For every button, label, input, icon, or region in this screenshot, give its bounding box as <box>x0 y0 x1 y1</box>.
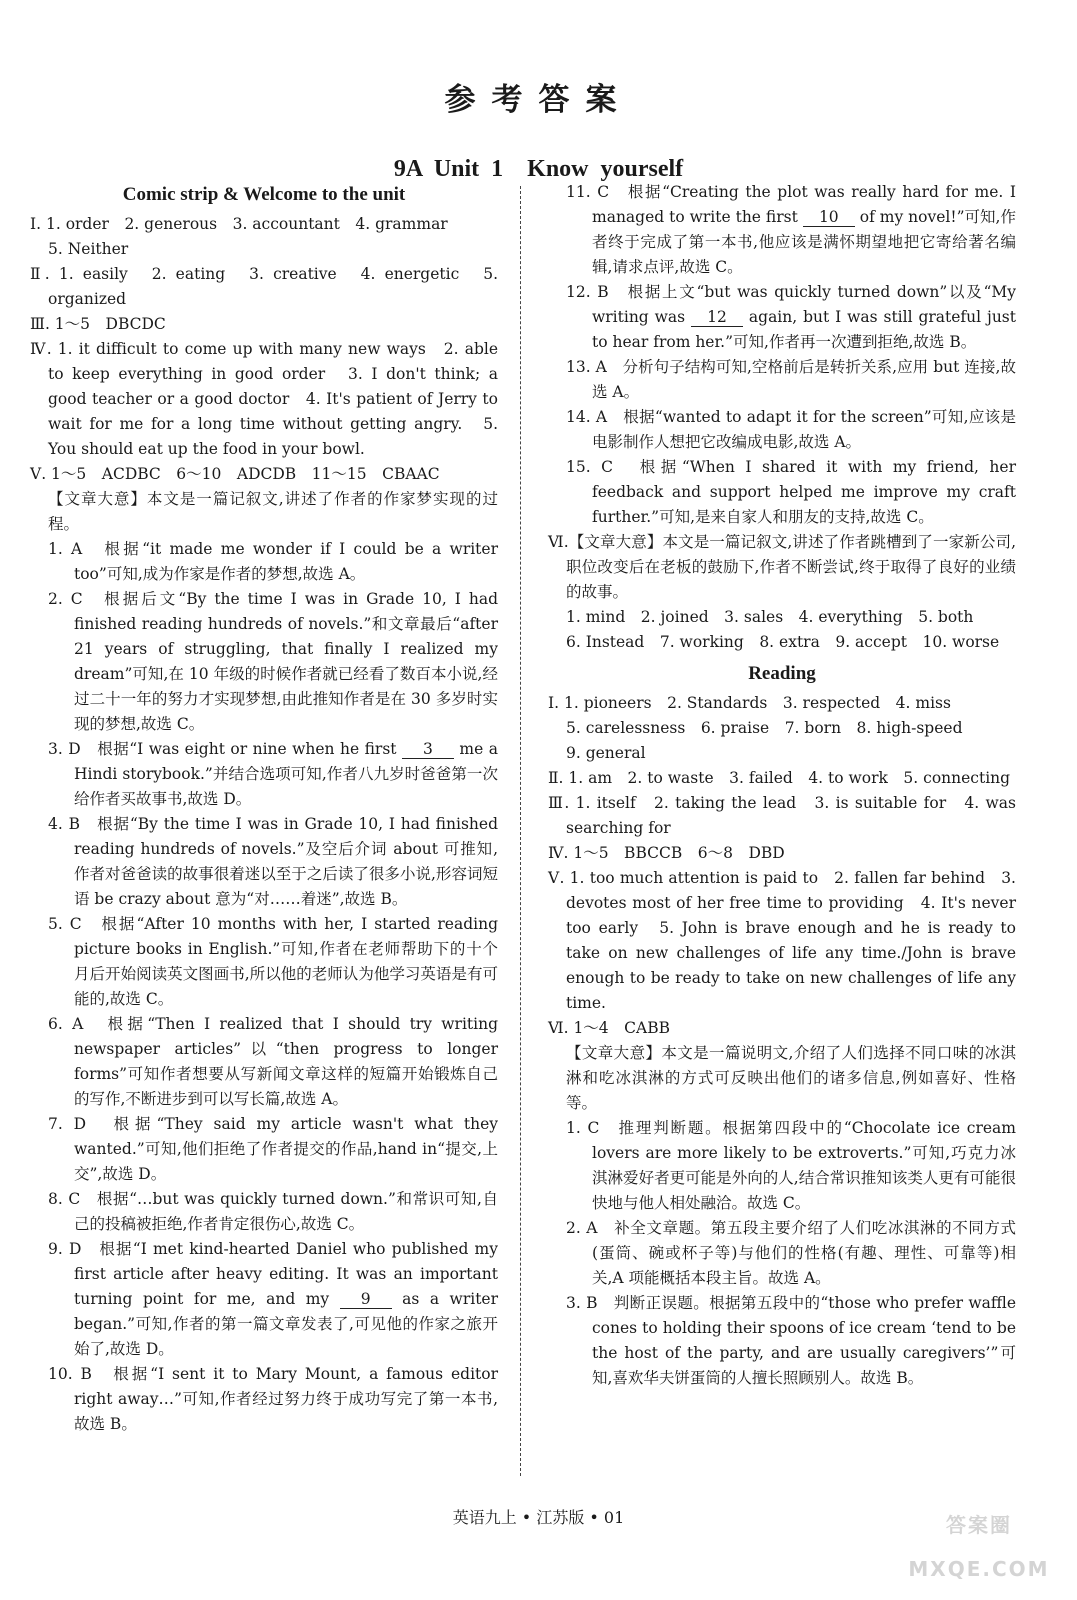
answer-text: 9. D 根据“I met kind-hearted Daniel who published my first article after heavy editing. It was an important turning point for me, and my <box>48 1240 498 1308</box>
answer-line: 8. C 根据“…but was quickly turned down.”和常识可知,自己的投稿被拒绝,作者肯定很伤心,故选 C。 <box>48 1190 498 1233</box>
column-divider <box>520 186 521 1476</box>
answer-line: Ⅱ. 1. am 2. to waste 3. failed 4. to work 5. connecting <box>548 769 1011 787</box>
answer-line: Ⅲ. 1. itself 2. taking the lead 3. is suitable for 4. was searching for <box>548 794 1016 837</box>
answer-line: 15. C 根据“When I shared it with my friend, her feedback and support helped me improve my craft further.”可知,是来自家人和朋友的支持,故选 C。 <box>566 458 1016 526</box>
blank-number: 10 <box>803 208 855 227</box>
section-title-comic-strip: Comic strip & Welcome to the unit <box>122 184 406 205</box>
answer-line: 13. A 分析句子结构可知,空格前后是转折关系,应用 but 连接,故选 A。 <box>566 358 1016 401</box>
page-footer: 英语九上 • 江苏版 • 01 <box>452 1508 625 1527</box>
blank-number: 3 <box>402 740 454 759</box>
answer-line: 7. D 根据“They said my article wasn't what they wanted.”可知,他们拒绝了作者提交的作品,hand in“提交,上交”,故选 D。 <box>48 1115 498 1183</box>
watermark-line1: 答案圈 <box>946 1513 1012 1537</box>
answer-line: 1. A 根据“it made me wonder if I could be a writer too”可知,成为作家是作者的梦想,故选 A。 <box>48 540 498 583</box>
answer-line: 9. general <box>566 744 646 762</box>
answer-line: 14. A 根据“wanted to adapt it for the screen”可知,应该是电影制作人想把它改编成电影,故选 A。 <box>566 408 1016 451</box>
answer-line: 1. C 推理判断题。根据第四段中的“Chocolate ice cream lovers are more likely to be extroverts.”可知,巧克力冰淇淋爱好者更可能是外向的人,结合常识推知该类人更有可能很快地与他人相处融洽。故选 C。 <box>566 1119 1016 1212</box>
section-title-reading: Reading <box>748 663 816 684</box>
answer-text: 11. C 根据“Creating the plot was really hard for me. I managed to write the first <box>566 183 1016 226</box>
answer-line: 1. mind 2. joined 3. sales 4. everything 5. both <box>566 608 974 626</box>
answer-text: me a Hindi storybook.”并结合选项可知,作者八九岁时爸爸第一次给作者买故事书,故选 D。 <box>74 740 498 808</box>
answer-text: as a writer began.”可知,作者的第一篇文章发表了,可见他的作家之旅开始了,故选 D。 <box>74 1290 499 1358</box>
answer-line <box>30 737 498 812</box>
answer-line: 4. B 根据“By the time I was in Grade 10, I had finished reading hundreds of novels.”及空后介词 about 可推知,作者对爸爸读的故事很着迷以至于之后读了很多小说,形容词短语 be crazy about 意为“对……着迷”,故选 B。 <box>48 815 498 908</box>
left-answer-list <box>30 212 498 1437</box>
answer-line: Ⅳ. 1～5 BBCCB 6～8 DBD <box>548 844 785 862</box>
answer-line: 10. B 根据“I sent it to Mary Mount, a famous editor right away…”可知,作者经过努力终于成功写完了第一本书,故选 B。 <box>48 1365 498 1433</box>
answer-line: Ⅴ. 1～5 ACDBC 6～10 ADCDB 11～15 CBAAC <box>30 465 440 483</box>
answer-line: 6. Instead 7. working 8. extra 9. accept 10. worse <box>566 633 1000 651</box>
answer-line: 【文章大意】本文是一篇记叙文,讲述了作者的作家梦实现的过程。 <box>48 490 498 533</box>
answer-line <box>548 280 1016 355</box>
answer-line: 5. carelessness 6. praise 7. born 8. high-speed <box>566 719 963 737</box>
answer-line: 3. B 判断正误题。根据第五段中的“those who prefer waffle cones to holding their spoons of ice cream ‘tend to be the host of the party, and are usually caregivers’”可知,喜欢华夫饼蛋筒的人擅长照顾别人。故选 B。 <box>566 1294 1016 1387</box>
answer-line: 6. A 根据“Then I realized that I should try writing newspaper articles”以“then progress to longer forms”可知作者想要从写新闻文章这样的短篇开始锻炼自己的写作,不断进步到可以写长篇,故选 A。 <box>48 1015 498 1108</box>
answer-line: 5. C 根据“After 10 months with her, I started reading picture books in English.”可知,作者在老师帮助下的十个月后开始阅读英文图画书,所以他的老师认为他学习英语是有可能的,故选 C。 <box>48 915 498 1008</box>
answer-line: Ⅵ. 1～4 CABB <box>548 1019 671 1037</box>
answer-line: 【文章大意】本文是一篇说明文,介绍了人们选择不同口味的冰淇淋和吃冰淇淋的方式可反映出他们的诸多信息,例如喜好、性格等。 <box>566 1044 1016 1112</box>
answer-line: Ⅲ. 1～5 DBCDC <box>30 315 166 333</box>
page-title: 参考答案 <box>444 82 633 118</box>
answer-line: Ⅰ. 1. order 2. generous 3. accountant 4. grammar <box>30 215 448 233</box>
answer-line: Ⅱ. 1. easily 2. eating 3. creative 4. energetic 5. organized <box>30 265 498 308</box>
watermark-logo <box>887 1492 1067 1592</box>
answer-line <box>30 1237 498 1362</box>
answer-line: 5. Neither <box>48 240 129 258</box>
blank-number: 9 <box>340 1290 392 1309</box>
answer-line: Ⅰ. 1. pioneers 2. Standards 3. respected 4. miss <box>548 694 951 712</box>
left-column <box>30 180 498 1437</box>
right-answer-list-bottom <box>548 691 1016 1391</box>
answer-text: 3. D 根据“I was eight or nine when he first <box>48 740 402 758</box>
watermark-line2: MXQE.COM <box>908 1557 1050 1581</box>
answer-line: 2. C 根据后文“By the time I was in Grade 10, I had finished reading hundreds of novels.”和文章最后“after 21 years of struggling, that finally I realized my dream”可知,在 10 年级的时候作者就已经看了数百本小说,经过二十一年的努力才实现梦想,由此推知作者是在 30 多岁时实现的梦想,故选 C。 <box>48 590 498 733</box>
answer-line: Ⅵ.【文章大意】本文是一篇记叙文,讲述了作者跳槽到了一家新公司,职位改变后在老板的鼓励下,作者不断尝试,终于取得了良好的业绩的故事。 <box>548 533 1016 601</box>
answer-text: of my novel!”可知,作者终于完成了第一本书,他应该是满怀期望地把它寄给著名编辑,请求点评,故选 C。 <box>592 208 1016 276</box>
answer-line <box>548 180 1016 280</box>
unit-heading: 9A Unit 1 Know yourself <box>393 156 684 182</box>
right-column <box>548 180 1016 1391</box>
answer-text: again, but I was still grateful just to hear from her.”可知,作者再一次遭到拒绝,故选 B。 <box>592 308 1016 351</box>
blank-number: 12 <box>691 308 743 327</box>
answer-line: Ⅴ. 1. too much attention is paid to 2. fallen far behind 3. devotes most of her free time to providing 4. It's never too early 5. John is brave enough and he is ready to take on new challenges of life any time./John is brave enough to be ready to take on new challenges of life any time. <box>548 869 1016 1012</box>
right-answer-list-top <box>548 180 1016 655</box>
answer-line: Ⅳ. 1. it difficult to come up with many new ways 2. able to keep everything in good order 3. I don't think; a good teacher or a good doctor 4. It's patient of Jerry to wait for me for a long time without getting angry. 5. You should eat up the food in your bowl. <box>30 340 498 458</box>
answer-text: 12. B 根据上文“but was quickly turned down”以及“My writing was <box>566 283 1016 326</box>
answer-line: 2. A 补全文章题。第五段主要介绍了人们吃冰淇淋的不同方式(蛋筒、碗或杯子等)与他们的性格(有趣、理性、可靠等)相关,A 项能概括本段主旨。故选 A。 <box>566 1219 1016 1287</box>
